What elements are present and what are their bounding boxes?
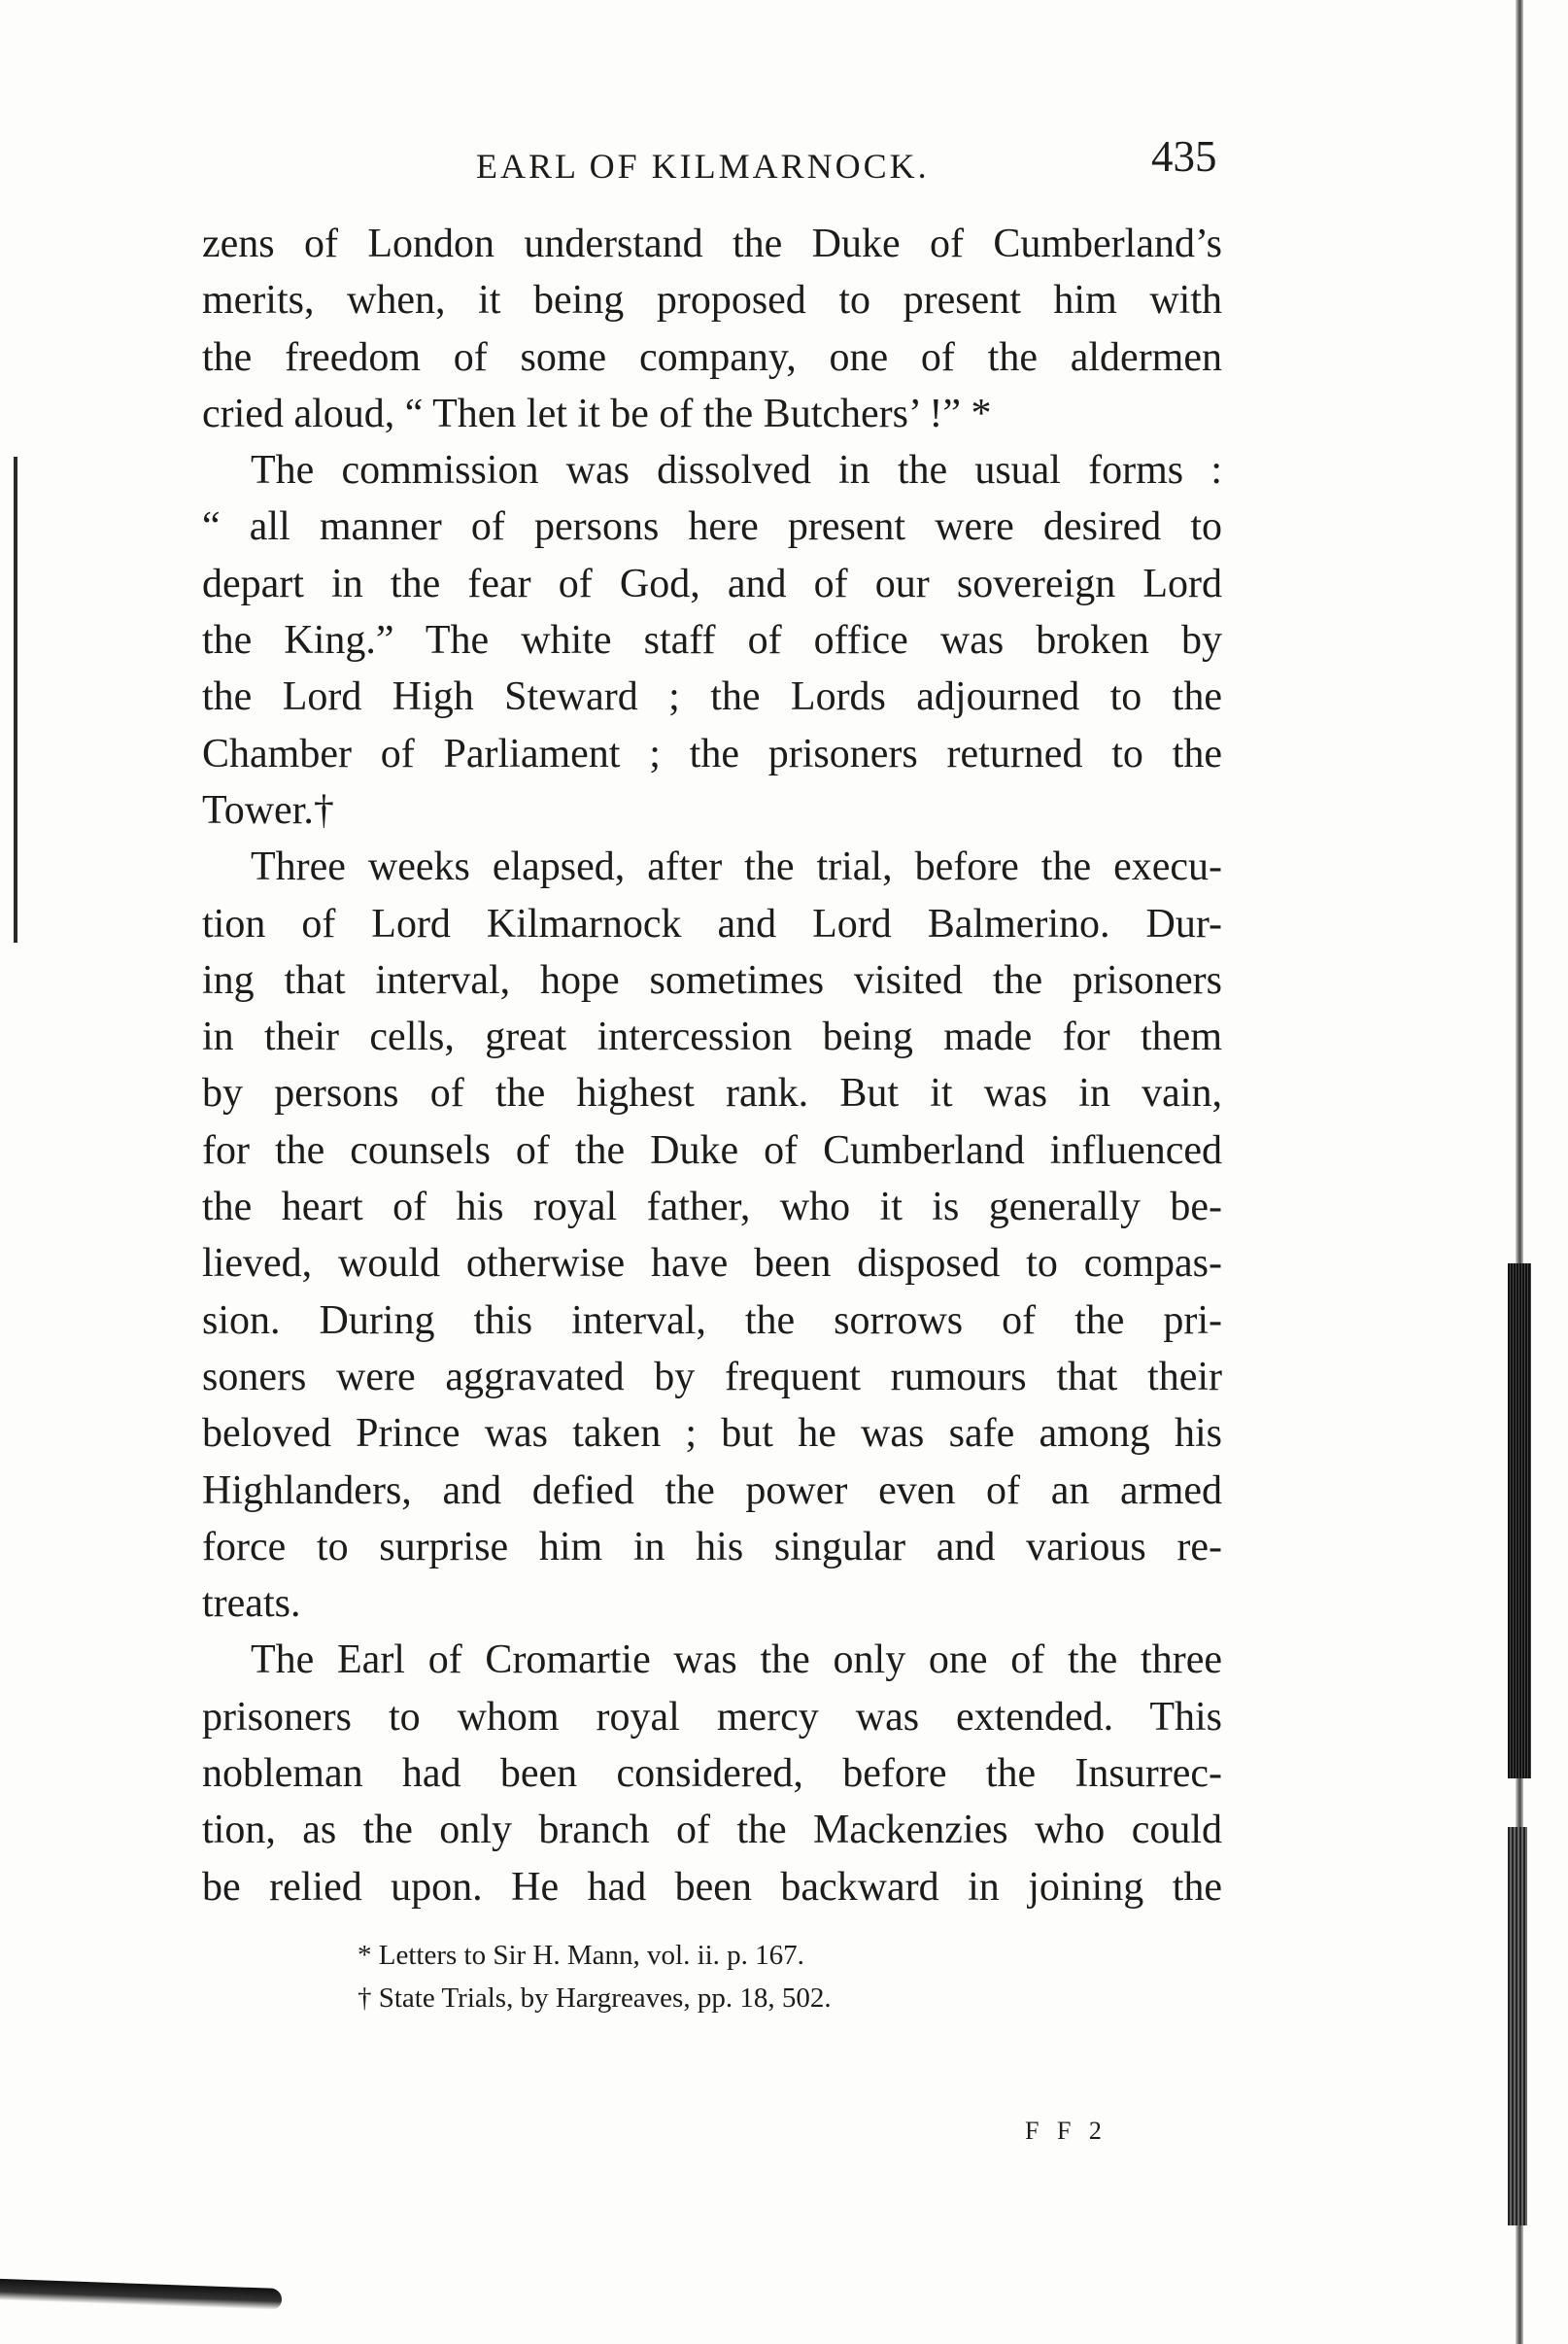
- text-line: Highlanders, and defied the power even of an armed: [202, 1467, 1222, 1513]
- text-line: Tower.†: [202, 787, 334, 833]
- text-line: nobleman had been considered, before the Insurrec-: [202, 1751, 1222, 1797]
- text-line: tion, as the only branch of the Mackenzies who could: [202, 1808, 1222, 1853]
- body-text: [202, 216, 1222, 1915]
- margin-rule: [14, 457, 17, 943]
- text-line: lieved, would otherwise have been disposed to compas-: [202, 1241, 1222, 1287]
- text-line: merits, when, it being proposed to present him with: [202, 278, 1222, 324]
- signature-mark: F F 2: [1025, 2117, 1108, 2145]
- footnote: † State Trials, by Hargreaves, pp. 18, 502.: [358, 1982, 832, 2014]
- text-line: soners were aggravated by frequent rumours that their: [202, 1354, 1222, 1399]
- footnotes: [358, 1934, 832, 2019]
- page-number: 435: [1151, 132, 1217, 181]
- text-line: treats.: [202, 1581, 301, 1627]
- running-head: EARL OF KILMARNOCK.: [476, 147, 930, 186]
- text-line: prisoners to whom royal mercy was extended. This: [202, 1694, 1222, 1740]
- text-line: tion of Lord Kilmarnock and Lord Balmerino. Dur-: [202, 901, 1222, 947]
- text-line: Chamber of Parliament ; the prisoners returned to the: [202, 731, 1222, 776]
- footnote: * Letters to Sir H. Mann, vol. ii. p. 167.: [358, 1940, 804, 1971]
- text-line: beloved Prince was taken ; but he was safe among his: [202, 1411, 1222, 1457]
- text-line: depart in the fear of God, and of our sovereign Lord: [202, 561, 1222, 606]
- text-line: be relied upon. He had been backward in joining the: [202, 1864, 1222, 1910]
- text-line: force to surprise him in his singular and various re-: [202, 1524, 1222, 1569]
- text-line: sion. During this interval, the sorrows of the pri-: [202, 1297, 1222, 1343]
- text-line: “ all manner of persons here present were desired to: [202, 504, 1222, 550]
- text-line: by persons of the highest rank. But it was in vain,: [202, 1071, 1222, 1117]
- text-line: in their cells, great intercession being made for them: [202, 1015, 1222, 1060]
- text-line: Three weeks elapsed, after the trial, before the execu-: [251, 845, 1222, 890]
- binding-shadow: [1508, 1263, 1531, 1778]
- text-line: the King.” The white staff of office was broken by: [202, 618, 1222, 664]
- text-line: The commission was dissolved in the usual forms :: [251, 448, 1222, 494]
- text-line: cried aloud, “ Then let it be of the Butchers’ !” *: [202, 391, 992, 436]
- text-line: zens of London understand the Duke of Cumberland’s: [202, 222, 1222, 266]
- binding-shadow-lower: [1508, 1827, 1527, 2225]
- text-line: for the counsels of the Duke of Cumberland influenced: [202, 1127, 1222, 1173]
- text-line: The Earl of Cromartie was the only one of the three: [251, 1637, 1222, 1683]
- scan-smudge: [0, 2279, 282, 2310]
- text-line: the freedom of some company, one of the aldermen: [202, 334, 1222, 380]
- text-line: ing that interval, hope sometimes visited the prisoners: [202, 957, 1222, 1003]
- text-line: the heart of his royal father, who it is generally be-: [202, 1185, 1222, 1230]
- text-line: the Lord High Steward ; the Lords adjourned to the: [202, 674, 1222, 720]
